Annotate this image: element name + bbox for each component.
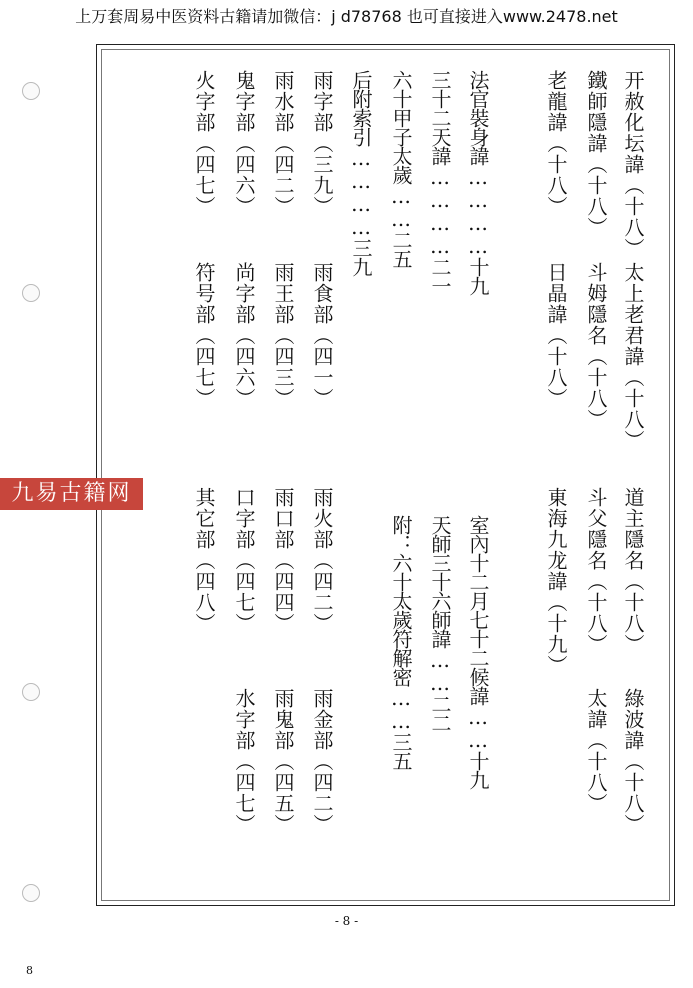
toc-entry: 日晶諱（十八） [544, 262, 568, 409]
punch-hole-icon [22, 284, 40, 302]
index-entry: 尚字部（四六） [232, 262, 256, 409]
index-entry: 雨水部（四二） [271, 70, 295, 217]
index-entry: 火字部（四七） [192, 70, 216, 217]
punch-hole-icon [22, 884, 40, 902]
index-entry: 雨金部（四二） [310, 688, 334, 835]
site-banner: 上万套周易中医资料古籍请加微信：j d78768 也可直接进入www.2478.net [75, 7, 618, 26]
index-entry: 其它部（四八） [192, 487, 216, 634]
toc-entry: 道主隱名（十八） [621, 487, 645, 655]
punch-hole-icon [22, 82, 40, 100]
toc-entry: 東海九龙諱（十九） [544, 487, 568, 676]
toc-entry: 太上老君諱（十八） [621, 262, 645, 451]
toc-entry: 室內十二月七十二候諱……十九 [466, 515, 490, 789]
toc-entry: 太諱（十八） [584, 688, 608, 814]
index-entry: 水字部（四七） [232, 688, 256, 835]
index-entry: 雨食部（四一） [310, 262, 334, 409]
toc-entry: 开赦化坛諱（十八） [621, 70, 645, 259]
toc-entry: 綠波諱（十八） [621, 688, 645, 835]
toc-entry: 法官裝身諱…………十九 [466, 70, 490, 295]
punch-hole-icon [22, 683, 40, 701]
toc-entry: 斗姆隱名（十八） [584, 262, 608, 430]
page-number: - 8 - [334, 914, 359, 928]
index-entry: 雨字部（三九） [310, 70, 334, 217]
index-entry: 雨鬼部（四五） [271, 688, 295, 835]
toc-entry: 老龍諱（十八） [544, 70, 568, 217]
toc-entry: 三十二天諱…………二一 [428, 70, 452, 295]
toc-entry: 斗父隱名（十八） [584, 487, 608, 655]
toc-entry: 六十甲子太歲……二五 [389, 70, 413, 268]
index-entry: 鬼字部（四六） [232, 70, 256, 217]
toc-entry: 附：六十太歲符解密……三五 [389, 515, 413, 770]
index-entry: 雨王部（四三） [271, 262, 295, 409]
toc-entry: 鐵師隱諱（十八） [584, 70, 608, 238]
index-entry: 雨火部（四二） [310, 487, 334, 634]
corner-page-number: 8 [26, 964, 33, 977]
index-entry: 雨口部（四四） [271, 487, 295, 634]
watermark-logo: 九易古籍网 [0, 478, 143, 510]
index-entry: 符号部（四七） [192, 262, 216, 409]
index-entry: 口字部（四七） [232, 487, 256, 634]
toc-entry: 后附索引…………三九 [349, 70, 373, 276]
toc-entry: 天師三十六師諱……二二 [428, 515, 452, 732]
